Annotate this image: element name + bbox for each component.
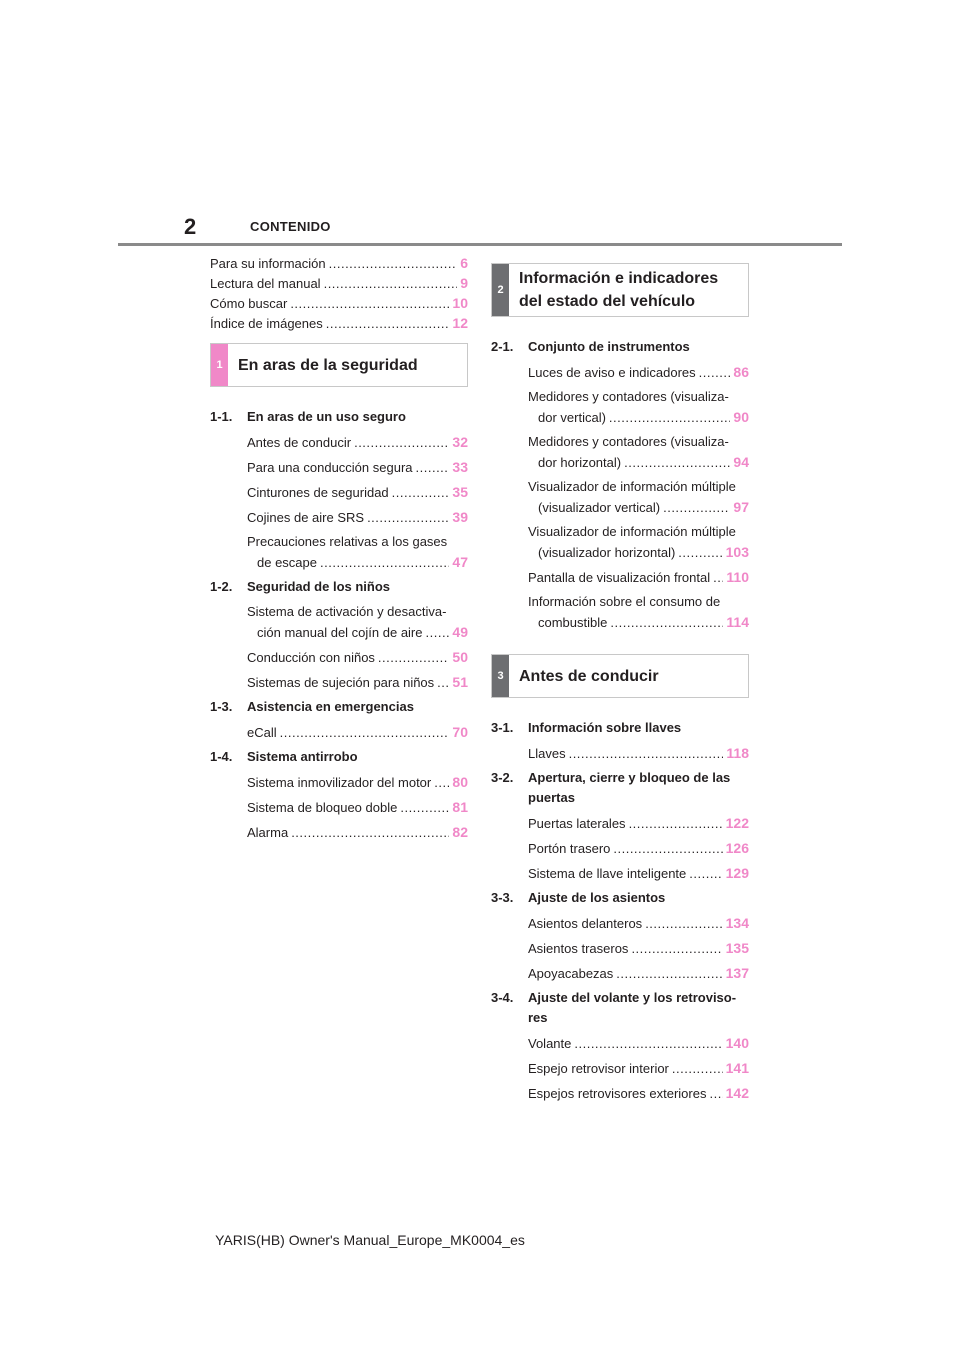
toc-page-number[interactable]: 141 bbox=[725, 1060, 749, 1076]
section-tab: 2 bbox=[492, 264, 509, 316]
toc-entry[interactable] bbox=[528, 743, 749, 763]
toc-entry-block bbox=[528, 913, 749, 933]
dot-leader bbox=[624, 453, 730, 473]
toc-entry[interactable] bbox=[528, 452, 749, 472]
toc-entry-label: Espejos retrovisores exteriores bbox=[528, 1086, 707, 1101]
section-tab: 3 bbox=[492, 655, 509, 697]
toc-page-number[interactable]: 9 bbox=[460, 275, 468, 291]
chapter-heading[interactable] bbox=[491, 337, 749, 357]
toc-entry-block bbox=[247, 772, 468, 792]
toc-page-number[interactable]: 32 bbox=[452, 434, 468, 450]
toc-page-number[interactable]: 135 bbox=[725, 940, 749, 956]
toc-entry[interactable] bbox=[247, 722, 468, 742]
toc-entry-label: Asientos delanteros bbox=[528, 916, 643, 931]
toc-entry[interactable] bbox=[528, 407, 749, 427]
toc-page-number[interactable]: 33 bbox=[452, 459, 468, 475]
chapter-number: 3-2. bbox=[491, 770, 514, 785]
toc-page-number[interactable]: 118 bbox=[726, 745, 749, 761]
section-heading[interactable] bbox=[491, 654, 749, 698]
chapter-title: Información sobre llaves bbox=[528, 720, 682, 735]
dot-leader bbox=[609, 408, 731, 428]
chapter-heading[interactable] bbox=[491, 988, 749, 1028]
toc-page-number[interactable]: 90 bbox=[733, 409, 749, 425]
toc-entry-label: Espejo retrovisor interior bbox=[528, 1061, 669, 1076]
toc-entry-block bbox=[247, 507, 468, 527]
chapter-heading[interactable] bbox=[210, 747, 468, 767]
dot-leader bbox=[320, 553, 449, 573]
toc-entry-label-line: Sistema de activación y desactiva- bbox=[247, 604, 447, 619]
toc-entry-block bbox=[247, 432, 468, 452]
chapter-number: 1-2. bbox=[210, 579, 233, 594]
chapter-heading[interactable] bbox=[491, 888, 749, 908]
toc-entry-label: Pantalla de visualización frontal bbox=[528, 570, 711, 585]
toc-entry-label-line: Precauciones relativas a los gases bbox=[247, 534, 448, 549]
toc-entry-label-line: Visualizador de información múltiple bbox=[528, 524, 736, 539]
toc-entry-block bbox=[528, 362, 749, 382]
dot-leader bbox=[709, 1084, 722, 1104]
toc-page-number[interactable]: 134 bbox=[725, 915, 749, 931]
toc-page-number[interactable]: 49 bbox=[452, 624, 468, 640]
toc-entry-block bbox=[528, 592, 749, 632]
toc-page-number[interactable]: 110 bbox=[726, 569, 749, 585]
toc-entry-label: de escape bbox=[257, 555, 317, 570]
toc-entry[interactable] bbox=[528, 612, 749, 632]
toc-entry[interactable] bbox=[528, 1083, 749, 1103]
toc-entry[interactable] bbox=[528, 542, 749, 562]
chapter-number: 3-4. bbox=[491, 990, 514, 1005]
toc-page-number[interactable]: 86 bbox=[733, 364, 749, 380]
dot-leader bbox=[378, 648, 450, 668]
toc-entry[interactable] bbox=[247, 822, 468, 842]
dot-leader bbox=[291, 823, 449, 843]
toc-entry[interactable] bbox=[528, 813, 749, 833]
toc-entry-label: Sistemas de sujeción para niños bbox=[247, 675, 435, 690]
toc-entry-label: Sistema de bloqueo doble bbox=[247, 800, 398, 815]
toc-entry[interactable] bbox=[528, 497, 749, 517]
chapter-number: 1-3. bbox=[210, 699, 233, 714]
dot-leader bbox=[290, 294, 449, 314]
toc-entry-label-line: Medidores y contadores (visualiza- bbox=[528, 389, 729, 404]
toc-entry-label: Cojines de aire SRS bbox=[247, 510, 365, 525]
toc-entry[interactable] bbox=[247, 507, 468, 527]
toc-page-number[interactable]: 10 bbox=[452, 295, 468, 311]
toc-entry-label: Apoyacabezas bbox=[528, 966, 614, 981]
toc-entry-label: ción manual del cojín de aire bbox=[257, 625, 423, 640]
toc-page-number[interactable]: 35 bbox=[452, 484, 468, 500]
toc-entry-block bbox=[247, 797, 468, 817]
toc-entry[interactable] bbox=[247, 797, 468, 817]
toc-entry[interactable] bbox=[210, 253, 468, 273]
chapter-number: 3-1. bbox=[491, 720, 514, 735]
dot-leader bbox=[663, 498, 730, 518]
section-heading[interactable] bbox=[210, 343, 468, 387]
toc-entry-label-line: Visualizador de información múltiple bbox=[528, 479, 736, 494]
toc-entry-block bbox=[247, 602, 468, 642]
toc-page-number[interactable]: 142 bbox=[725, 1085, 749, 1101]
toc-page-number[interactable]: 97 bbox=[733, 499, 749, 515]
toc-entry-label: Alarma bbox=[247, 825, 289, 840]
toc-page-number[interactable]: 114 bbox=[726, 614, 749, 630]
chapter-title: Asistencia en emergencias bbox=[247, 699, 414, 714]
page-footer: YARIS(HB) Owner's Manual_Europe_MK0004_es bbox=[215, 1232, 525, 1248]
toc-entry-block bbox=[528, 1083, 749, 1103]
toc-entry[interactable] bbox=[528, 362, 749, 382]
dot-leader bbox=[645, 914, 722, 934]
toc-entry-label: dor horizontal) bbox=[538, 455, 622, 470]
dot-leader bbox=[416, 458, 450, 478]
toc-page-number[interactable]: 94 bbox=[733, 454, 749, 470]
dot-leader bbox=[569, 744, 724, 764]
toc-entry[interactable] bbox=[210, 313, 468, 333]
dot-leader bbox=[437, 673, 449, 693]
toc-page-number[interactable]: 47 bbox=[452, 554, 468, 570]
toc-page-number[interactable]: 122 bbox=[725, 815, 749, 831]
section-title: Antes de conducir bbox=[519, 667, 659, 685]
dot-leader bbox=[631, 939, 722, 959]
toc-entry-label: Para una conducción segura bbox=[247, 460, 413, 475]
chapter-heading[interactable] bbox=[210, 407, 468, 427]
dot-leader bbox=[326, 314, 450, 334]
toc-entry-label: Portón trasero bbox=[528, 841, 611, 856]
toc-page-number[interactable]: 51 bbox=[452, 674, 468, 690]
dot-leader bbox=[678, 543, 722, 563]
toc-page-number[interactable]: 50 bbox=[452, 649, 468, 665]
toc-entry[interactable] bbox=[528, 938, 749, 958]
section-title: Información e indicadores del estado del vehículo bbox=[519, 270, 719, 310]
toc-page-number[interactable]: 137 bbox=[725, 965, 749, 981]
dot-leader bbox=[434, 773, 449, 793]
page-number: 2 bbox=[184, 214, 197, 239]
chapter-number: 1-4. bbox=[210, 749, 233, 764]
dot-leader bbox=[574, 1034, 722, 1054]
dot-leader bbox=[713, 568, 723, 588]
toc-page-number[interactable]: 126 bbox=[725, 840, 749, 856]
chapter-heading[interactable] bbox=[210, 577, 468, 597]
header-rule bbox=[118, 243, 842, 246]
toc-entry-label: Índice de imágenes bbox=[210, 316, 323, 331]
dot-leader bbox=[672, 1059, 723, 1079]
toc-entry-label: Cómo buscar bbox=[210, 296, 288, 311]
toc-page-number[interactable]: 82 bbox=[452, 824, 468, 840]
dot-leader bbox=[400, 798, 449, 818]
toc-entry-block bbox=[528, 522, 749, 562]
toc-page-number[interactable]: 80 bbox=[452, 774, 468, 790]
toc-entry-label: (visualizador horizontal) bbox=[538, 545, 676, 560]
toc-entry-block bbox=[247, 482, 468, 502]
toc-entry-block bbox=[528, 963, 749, 983]
section-tab: 1 bbox=[211, 344, 228, 386]
toc-entry-block bbox=[528, 1058, 749, 1078]
dot-leader bbox=[616, 964, 722, 984]
chapter-heading[interactable] bbox=[210, 697, 468, 717]
toc-entry-block bbox=[528, 477, 749, 517]
toc-entry-label: Conducción con niños bbox=[247, 650, 375, 665]
toc-entry-block bbox=[528, 938, 749, 958]
toc-entry-block bbox=[247, 822, 468, 842]
toc-entry-block bbox=[247, 647, 468, 667]
toc-entry[interactable] bbox=[247, 457, 468, 477]
toc-entry[interactable] bbox=[528, 567, 749, 587]
chapter-heading[interactable] bbox=[491, 718, 749, 738]
toc-entry-label-line: Medidores y contadores (visualiza- bbox=[528, 434, 729, 449]
toc-column-left bbox=[210, 253, 468, 842]
toc-page-number[interactable]: 129 bbox=[725, 865, 749, 881]
toc-entry-label: Puertas laterales bbox=[528, 816, 626, 831]
toc-entry-label: Lectura del manual bbox=[210, 276, 321, 291]
toc-entry-block bbox=[247, 722, 468, 742]
toc-column-right bbox=[491, 253, 749, 1103]
toc-entry-label: Llaves bbox=[528, 746, 566, 761]
dot-leader bbox=[280, 723, 450, 743]
dot-leader bbox=[610, 613, 723, 633]
toc-entry-block bbox=[247, 457, 468, 477]
toc-entry[interactable] bbox=[247, 432, 468, 452]
toc-entry-label: Para su información bbox=[210, 256, 326, 271]
toc-entry[interactable] bbox=[528, 963, 749, 983]
toc-entry[interactable] bbox=[247, 482, 468, 502]
chapter-title: Ajuste del volante y los retroviso-res bbox=[528, 990, 737, 1025]
toc-entry-label-line: Información sobre el consumo de bbox=[528, 594, 721, 609]
dot-leader bbox=[354, 433, 449, 453]
toc-entry-block bbox=[528, 743, 749, 763]
toc-page-number[interactable]: 81 bbox=[452, 799, 468, 815]
toc-entry-label: dor vertical) bbox=[538, 410, 606, 425]
chapter-title: Apertura, cierre y bloqueo de las puertas bbox=[528, 770, 731, 805]
toc-page-number[interactable]: 103 bbox=[725, 544, 749, 560]
toc-entry-label: (visualizador vertical) bbox=[538, 500, 661, 515]
toc-entry-label: Sistema de llave inteligente bbox=[528, 866, 687, 881]
chapter-title: En aras de un uso seguro bbox=[247, 409, 406, 424]
chapter-title: Conjunto de instrumentos bbox=[528, 339, 690, 354]
toc-entry[interactable] bbox=[528, 913, 749, 933]
toc-entry[interactable] bbox=[247, 772, 468, 792]
dot-leader bbox=[392, 483, 450, 503]
toc-page-number[interactable]: 12 bbox=[452, 315, 468, 331]
dot-leader bbox=[426, 623, 450, 643]
dot-leader bbox=[324, 274, 458, 294]
dot-leader bbox=[367, 508, 449, 528]
dot-leader bbox=[329, 254, 458, 274]
toc-entry-label: eCall bbox=[247, 725, 277, 740]
toc-entry-block bbox=[528, 863, 749, 883]
toc-page-number[interactable]: 6 bbox=[460, 255, 468, 271]
toc-entry-block bbox=[528, 813, 749, 833]
toc-entry[interactable] bbox=[528, 863, 749, 883]
toc-entry-block bbox=[528, 567, 749, 587]
toc-entry-block bbox=[247, 532, 468, 572]
toc-entry-label: Asientos traseros bbox=[528, 941, 629, 956]
toc-entry[interactable] bbox=[247, 647, 468, 667]
section-title: En aras de la seguridad bbox=[238, 356, 418, 374]
dot-leader bbox=[699, 363, 731, 383]
toc-entry-label: combustible bbox=[538, 615, 608, 630]
toc-entry-block bbox=[247, 672, 468, 692]
dot-leader bbox=[629, 814, 723, 834]
dot-leader bbox=[689, 864, 722, 884]
toc-page-number[interactable]: 140 bbox=[725, 1035, 749, 1051]
chapter-title: Ajuste de los asientos bbox=[528, 890, 666, 905]
toc-entry[interactable] bbox=[210, 293, 468, 313]
dot-leader bbox=[613, 839, 722, 859]
toc-entry-label: Luces de aviso e indicadores bbox=[528, 365, 696, 380]
toc-entry[interactable] bbox=[247, 622, 468, 642]
toc-entry-block bbox=[528, 838, 749, 858]
toc-entry-label: Antes de conducir bbox=[247, 435, 352, 450]
chapter-number: 2-1. bbox=[491, 339, 514, 354]
toc-entry-label: Sistema inmovilizador del motor bbox=[247, 775, 432, 790]
section-heading[interactable] bbox=[491, 263, 749, 317]
toc-entry[interactable] bbox=[528, 1058, 749, 1078]
toc-entry-block bbox=[528, 1033, 749, 1053]
toc-entry[interactable] bbox=[247, 552, 468, 572]
toc-entry[interactable] bbox=[210, 273, 468, 293]
running-header: CONTENIDO bbox=[250, 219, 331, 234]
chapter-number: 3-3. bbox=[491, 890, 514, 905]
toc-entry[interactable] bbox=[247, 672, 468, 692]
toc-page-number[interactable]: 39 bbox=[452, 509, 468, 525]
toc-entry-label: Volante bbox=[528, 1036, 572, 1051]
chapter-heading[interactable] bbox=[491, 768, 749, 808]
toc-entry[interactable] bbox=[528, 1033, 749, 1053]
chapter-title: Sistema antirrobo bbox=[247, 749, 358, 764]
toc-page-number[interactable]: 70 bbox=[452, 724, 468, 740]
toc-entry-label: Cinturones de seguridad bbox=[247, 485, 389, 500]
chapter-title: Seguridad de los niños bbox=[247, 579, 391, 594]
toc-entry-block bbox=[528, 387, 749, 427]
chapter-number: 1-1. bbox=[210, 409, 233, 424]
toc-entry-block bbox=[528, 432, 749, 472]
toc-entry[interactable] bbox=[528, 838, 749, 858]
